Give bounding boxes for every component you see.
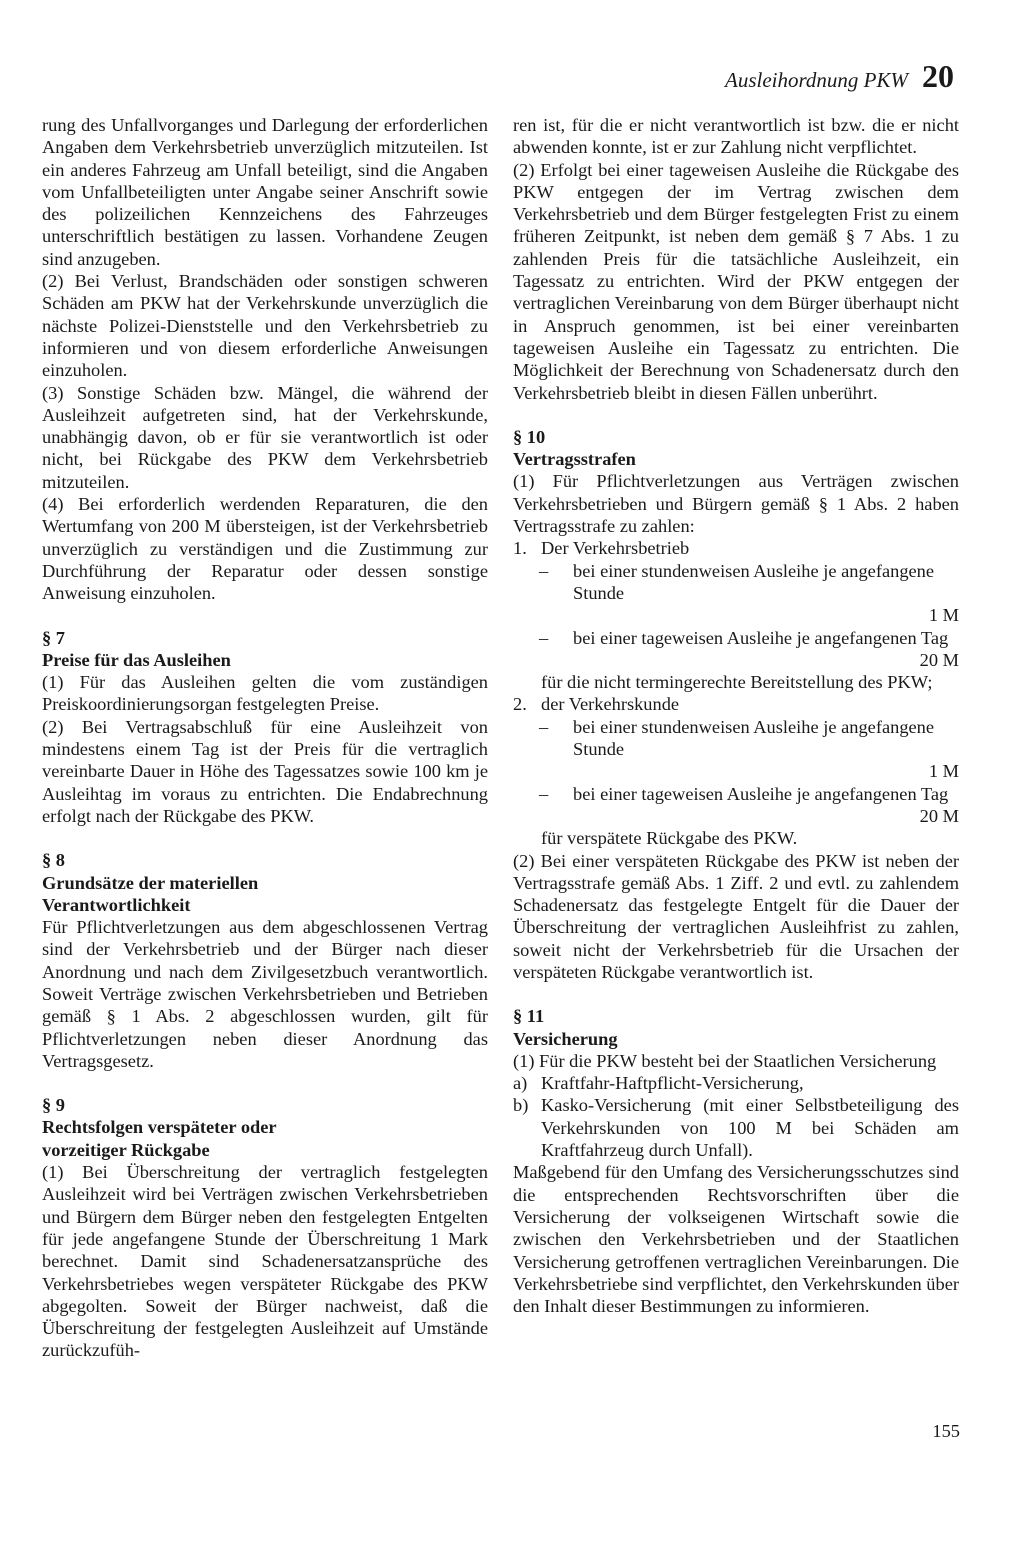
sub-list-item (513, 560, 959, 627)
dash-marker: – (539, 783, 549, 804)
penalty-text: bei einer stundenweisen Ausleihe je angefangene Stunde (573, 716, 935, 760)
paragraph: (1) Bei Überschreitung der vertraglich festgelegten Ausleihzeit wird bei Verträgen zwischen Verkehrsbetrieben und Bürgern dem Bürger neben den festgelegten Entgelten für jede angefangene Stunde der Überschreitung 1 Mark berechnet. Damit sind Schadenersatzansprüche des Verkehrsbetriebes wegen verspäteter Rückgabe des PKW abgegolten. Soweit der Bürger nachweist, daß die Überschreitung der festgelegten Ausleihzeit auf Umstände zurückzufüh- (42, 1162, 488, 1361)
page-number: 155 (932, 1421, 960, 1441)
sub-list-item (513, 716, 959, 783)
penalty-text: bei einer tageweisen Ausleihe je angefangenen Tag (573, 627, 949, 648)
section-number: § 9 (42, 1095, 65, 1116)
section-title: Grundsätze der materiellen (42, 872, 259, 893)
penalty-text: bei einer tageweisen Ausleihe je angefangenen Tag (573, 783, 949, 804)
list-marker: b) (513, 1095, 529, 1116)
paragraph: (2) Bei Vertragsabschluß für eine Ausleihzeit von mindestens einem Tag ist der Preis für die vertraglich vereinbarte Dauer in Höhe des Tagessatzes sowie 100 km je Ausleihtag im voraus zu entrichten. Die Endabrechnung erfolgt nach der Rückgabe des PKW. (42, 716, 488, 826)
section-title: Versicherung (513, 1028, 618, 1049)
sub-list-item (513, 627, 959, 672)
section-number: § 10 (513, 426, 546, 447)
sub-list-item (513, 783, 959, 828)
list-item (513, 1094, 959, 1161)
paragraph: (3) Sonstige Schäden bzw. Mängel, die während der Ausleihzeit aufgetreten sind, hat der Verkehrskunde, unabhängig davon, ob er für sie verantwortlich ist oder nicht, bei Rückgabe des PKW dem Verkehrsbetrieb mitzuteilen. (42, 382, 488, 492)
section-title: Vertragsstrafen (513, 449, 636, 470)
section-number: § 7 (42, 627, 65, 648)
section-number: § 8 (42, 850, 65, 871)
list-follow-text: für die nicht termingerechte Bereitstellung des PKW; (541, 672, 933, 693)
section-title: Preise für das Ausleihen (42, 649, 231, 670)
dash-marker: – (539, 627, 549, 648)
paragraph: ren ist, für die er nicht verantwortlich ist bzw. die er nicht abwenden konnte, ist er zur Zahlung nicht verpflichtet. (513, 115, 959, 158)
list-marker: 1. (513, 538, 527, 559)
paragraph: Maßgebend für den Umfang des Versicherungsschutzes sind die entsprechenden Rechtsvorschriften über die Versicherung der volkseigenen Wirtschaft sowie die zwischen den Verkehrsbetrieben und der Staatlichen Versicherung getroffenen vertraglichen Vereinbarungen. Die Verkehrsbetriebe sind verpflichtet, den Verkehrskunden über den Inhalt dieser Bestimmungen zu informieren. (513, 1162, 959, 1317)
list-follow-text: für verspätete Rückgabe des PKW. (541, 828, 798, 849)
list-item (513, 1072, 959, 1094)
section-number: § 11 (513, 1006, 545, 1027)
chapter-number: 20 (922, 58, 954, 94)
penalty-list (513, 537, 959, 849)
section-title: vorzeitiger Rückgabe (42, 1139, 210, 1160)
dash-marker: – (539, 560, 549, 581)
left-column (42, 114, 488, 1362)
section-title: Verantwortlichkeit (42, 894, 191, 915)
list-marker: 2. (513, 694, 527, 715)
penalty-amount: 20 M (919, 805, 959, 826)
list-item (513, 537, 959, 559)
paragraph: (2) Bei einer verspäteten Rückgabe des PKW ist neben der Vertragsstrafe gemäß Abs. 1 Ziff. 2 und evtl. zu zahlendem Schadenersatz das festgelegte Entgelt für die Dauer der Überschreitung der vertraglichen Ausleihfrist zu zahlen, soweit nicht der Verkehrsbetrieb für die Ursachen der verspäteten Rückgabe verantwortlich ist. (513, 850, 959, 982)
paragraph: Für Pflichtverletzungen aus dem abgeschlossenen Vertrag sind der Verkehrsbetrieb und der Bürger nach dieser Anordnung und nach dem Zivilgesetzbuch verantwortlich. Soweit Verträge zwischen Verkehrsbetrieben und Betrieben gemäß § 1 Abs. 2 abgeschlossen wurden, gilt für Pflichtverletzungen neben dieser Anordnung das Vertragsgesetz. (42, 917, 488, 1071)
penalty-text: bei einer stundenweisen Ausleihe je angefangene Stunde (573, 560, 935, 603)
running-header (725, 58, 954, 95)
list-item-label: Der Verkehrsbetrieb (541, 538, 690, 559)
right-column (513, 114, 959, 1317)
penalty-line (573, 560, 959, 605)
paragraph: (1) Für Pflichtverletzungen aus Verträgen zwischen Verkehrsbetrieben und Bürgern gemäß § 1 Abs. 2 haben Vertragsstrafe zu zahlen: (513, 471, 959, 537)
paragraph: (2) Bei Verlust, Brandschäden oder sonstigen schweren Schäden am PKW hat der Verkehrskunde unverzüglich die nächste Polizei-Dienststelle und den Verkehrsbetrieb zu informieren und von diesem erforderliche Anweisungen einzuholen. (42, 271, 488, 381)
paragraph: (4) Bei erforderlich werdenden Reparaturen, die den Wertumfang von 200 M übersteigen, ist der Verkehrsbetrieb unverzüglich zu verständigen und die Zustimmung zur Durchführung der Reparatur oder dessen sonstige Anweisung einzuholen. (42, 494, 488, 604)
list-item-label: der Verkehrskunde (541, 694, 680, 715)
section-title: Rechtsfolgen verspäteter oder (42, 1117, 277, 1138)
paragraph: rung des Unfallvorganges und Darlegung der erforderlichen Angaben dem Verkehrsbetrieb unverzüglich mitzuteilen. Ist ein anderes Fahrzeug am Unfall beteiligt, sind die Angaben vom Unfallbeteiligten unter Angabe seiner Anschrift sowie des polizeilichen Kennzeichens des Fahrzeuges unterschriftlich bestätigen zu lassen. Vorhandene Zeugen sind anzugeben. (42, 115, 488, 269)
penalty-amount: 1 M (928, 761, 959, 782)
paragraph: (2) Erfolgt bei einer tageweisen Ausleihe die Rückgabe des PKW entgegen der im Vertrag zwischen dem Verkehrsbetrieb und dem Bürger festgelegten Frist zu einem früheren Zeitpunkt, ist neben dem gemäß § 7 Abs. 1 zu zahlenden Preis für die tatsächliche Ausleihzeit, ein Tagessatz zu entrichten. Wird der PKW entgegen der vertraglichen Vereinbarung von dem Bürger überhaupt nicht in Anspruch genommen, ist bei einer vereinbarten tageweisen Ausleihe ein Tagessatz zu entrichten. Die Möglichkeit der Berechnung von Schadenersatz durch den Verkehrsbetrieb bleibt in diesen Fällen unberührt. (513, 159, 959, 403)
list-item-text: Kraftfahr-Haftpflicht-Versicherung, (541, 1073, 804, 1094)
paragraph: (1) Für das Ausleihen gelten die vom zuständigen Preiskoordinierungsorgan festgelegten Preise. (42, 672, 488, 715)
paragraph: (1) Für die PKW besteht bei der Staatlichen Versicherung (513, 1050, 937, 1071)
dash-marker: – (539, 716, 549, 737)
list-item-text: Kasko-Versicherung (mit einer Selbstbeteiligung des Verkehrskunden von 100 M bei Schäden am Kraftfahrzeug durch Unfall). (541, 1095, 959, 1161)
list-item (513, 693, 959, 715)
penalty-amount: 1 M (928, 605, 959, 626)
list-marker: a) (513, 1073, 528, 1094)
penalty-amount: 20 M (919, 649, 959, 670)
running-title: Ausleihordnung PKW (725, 68, 908, 92)
